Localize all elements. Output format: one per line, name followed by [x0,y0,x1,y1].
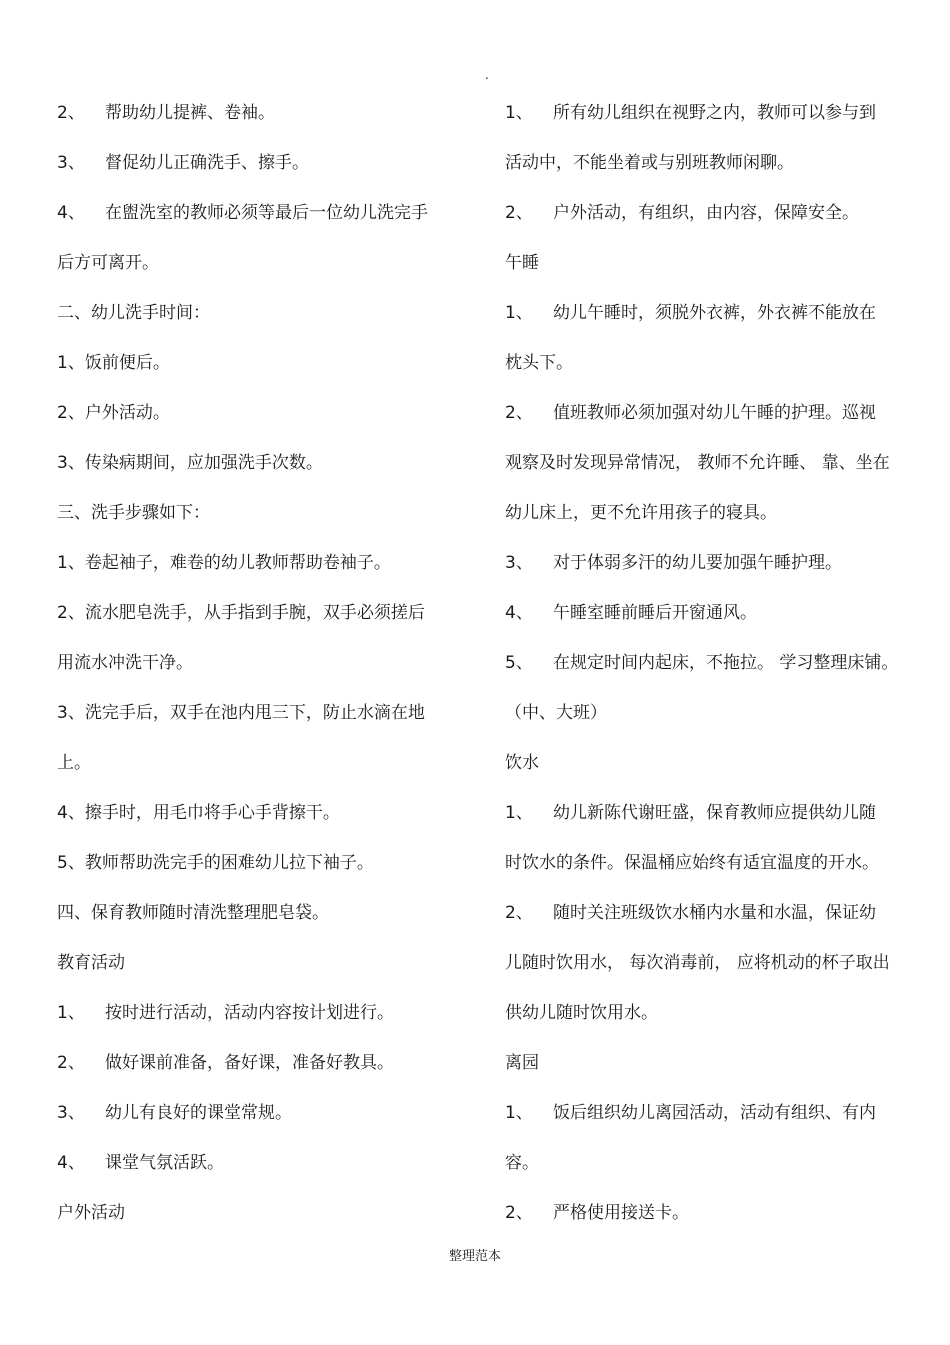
line-text: 课堂气氛活跃。 [105,1153,224,1173]
line-text: 在盥洗室的教师必须等最后一位幼儿洗完手 [105,203,428,223]
text-line [57,538,457,588]
line-text: 枕头下。 [505,353,573,373]
line-text: 帮助幼儿提裤、卷袖。 [105,103,275,123]
text-line [505,638,925,688]
item-number: 2、 [505,403,533,423]
line-text: 户外活动 [57,1203,125,1223]
line-text: 午睡室睡前睡后开窗通风。 [553,603,757,623]
text-line [505,1088,925,1138]
line-text: 用流水冲洗干净。 [57,653,193,673]
text-line [57,1088,457,1138]
line-text: 三、洗手步骤如下： [57,503,210,523]
line-text: 2、流水肥皂洗手，从手指到手腕，双手必须搓后 [57,603,425,623]
line-text: 后方可离开。 [57,253,159,273]
text-line [57,888,457,938]
line-text: 在规定时间内起床，不拖拉。 学习整理床铺。 [553,653,899,673]
line-text: 观察及时发现异常情况， 教师不允许睡、 靠、坐在 [505,453,890,473]
text-line [57,138,457,188]
item-number: 2、 [505,203,533,223]
item-number: 3、 [57,1103,85,1123]
text-line [505,538,925,588]
line-text: （中、大班） [505,703,607,723]
text-line [505,438,925,488]
text-line [505,1188,925,1238]
line-text: 5、教师帮助洗完手的困难幼儿拉下袖子。 [57,853,374,873]
text-line [505,1138,925,1188]
text-line [57,1138,457,1188]
line-text: 4、擦手时，用毛巾将手心手背擦干。 [57,803,340,823]
line-text: 时饮水的条件。保温桶应始终有适宜温度的开水。 [505,853,879,873]
text-line [505,238,925,288]
line-text: 1、饭前便后。 [57,353,170,373]
line-text: 供幼儿随时饮用水。 [505,1003,658,1023]
line-text: 督促幼儿正确洗手、擦手。 [105,153,309,173]
item-number: 1、 [505,303,533,323]
item-number: 1、 [505,803,533,823]
text-line [505,488,925,538]
line-text: 幼儿午睡时，须脱外衣裤，外衣裤不能放在 [553,303,876,323]
line-text: 3、传染病期间，应加强洗手次数。 [57,453,323,473]
text-line [505,738,925,788]
text-line [57,588,457,638]
line-text: 3、洗完手后，双手在池内甩三下，防止水滴在地 [57,703,425,723]
line-text: 值班教师必须加强对幼儿午睡的护理。巡视 [553,403,876,423]
text-line [57,988,457,1038]
text-line [505,838,925,888]
text-line [505,588,925,638]
text-line [505,188,925,238]
text-line [505,888,925,938]
text-line [505,788,925,838]
line-text: 严格使用接送卡。 [553,1203,689,1223]
line-text: 饭后组织幼儿离园活动，活动有组织、有内 [553,1103,876,1123]
item-number: 3、 [57,153,85,173]
item-number: 5、 [505,653,533,673]
line-text: 按时进行活动，活动内容按计划进行。 [105,1003,394,1023]
text-line [57,738,457,788]
line-text: 午睡 [505,253,539,273]
text-line [505,688,925,738]
text-line [505,988,925,1038]
line-text: 儿随时饮用水， 每次消毒前， 应将机动的杯子取出 [505,953,890,973]
line-text: 离园 [505,1053,539,1073]
line-text: 活动中，不能坐着或与别班教师闲聊。 [505,153,794,173]
text-line [505,138,925,188]
line-text: 做好课前准备，备好课，准备好教具。 [105,1053,394,1073]
item-number: 1、 [57,1003,85,1023]
text-line [57,838,457,888]
item-number: 4、 [57,1153,85,1173]
text-line [57,488,457,538]
text-line [57,688,457,738]
line-text: 随时关注班级饮水桶内水量和水温，保证幼 [553,903,876,923]
item-number: 1、 [505,103,533,123]
text-line [57,88,457,138]
line-text: 2、户外活动。 [57,403,170,423]
line-text: 对于体弱多汗的幼儿要加强午睡护理。 [553,553,842,573]
item-number: 2、 [57,103,85,123]
text-line [57,288,457,338]
text-line [57,1038,457,1088]
text-line [57,638,457,688]
item-number: 2、 [505,1203,533,1223]
header-mark: . [485,68,489,82]
line-text: 户外活动，有组织，由内容，保障安全。 [553,203,859,223]
text-line [57,238,457,288]
text-line [57,788,457,838]
line-text: 所有幼儿组织在视野之内，教师可以参与到 [553,103,876,123]
item-number: 3、 [505,553,533,573]
page-footer: 整理范本 [448,1249,501,1264]
right-column [505,88,925,1238]
text-line [57,938,457,988]
line-text: 幼儿新陈代谢旺盛，保育教师应提供幼儿随 [553,803,876,823]
text-line [505,938,925,988]
text-line [57,438,457,488]
text-line [505,288,925,338]
text-line [505,338,925,388]
text-line [505,1038,925,1088]
text-line [57,338,457,388]
line-text: 幼儿有良好的课堂常规。 [105,1103,292,1123]
text-line [505,88,925,138]
line-text: 饮水 [505,753,539,773]
line-text: 容。 [505,1153,539,1173]
line-text: 上。 [57,753,91,773]
item-number: 1、 [505,1103,533,1123]
item-number: 4、 [57,203,85,223]
line-text: 1、卷起袖子，难卷的幼儿教师帮助卷袖子。 [57,553,391,573]
item-number: 4、 [505,603,533,623]
line-text: 二、幼儿洗手时间： [57,303,210,323]
line-text: 幼儿床上，更不允许用孩子的寝具。 [505,503,777,523]
text-line [505,388,925,438]
text-line [57,1188,457,1238]
item-number: 2、 [57,1053,85,1073]
left-column [57,88,457,1238]
line-text: 教育活动 [57,953,125,973]
text-line [57,188,457,238]
line-text: 四、保育教师随时清洗整理肥皂袋。 [57,903,329,923]
item-number: 2、 [505,903,533,923]
text-line [57,388,457,438]
